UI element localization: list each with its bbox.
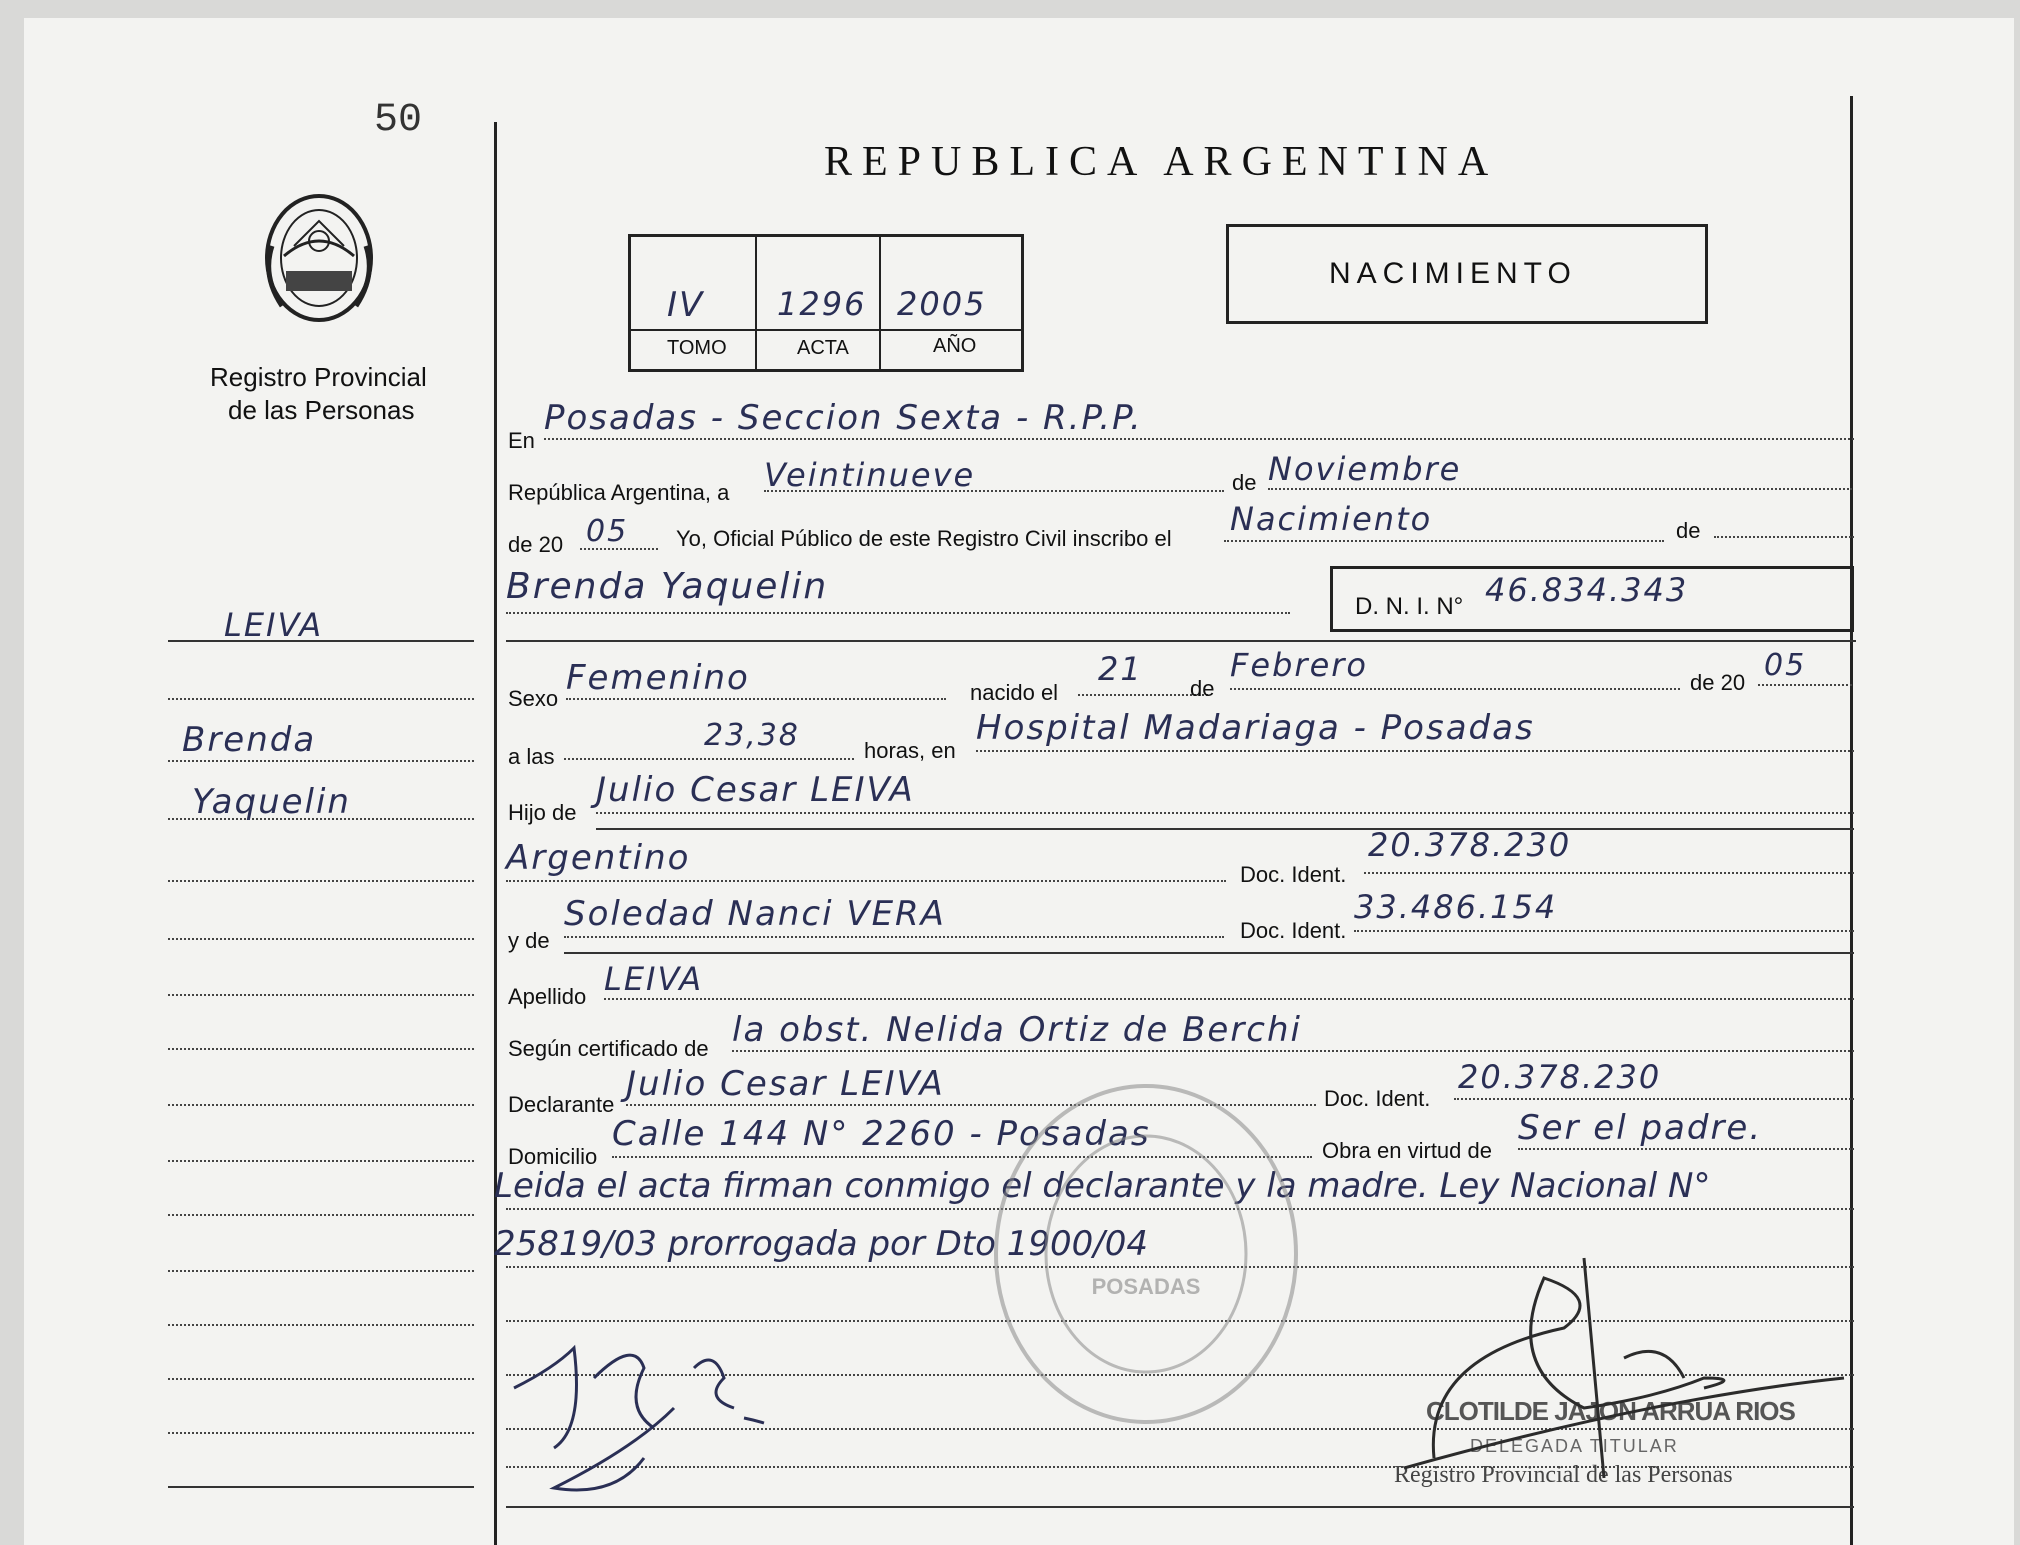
domicilio-label: Domicilio <box>508 1144 598 1169</box>
father-nationality: Argentino <box>506 838 691 878</box>
en-label: En <box>508 428 535 453</box>
acta-label: ACTA <box>797 337 849 359</box>
round-stamp-icon <box>986 1074 1306 1434</box>
obra-value: Ser el padre. <box>1518 1108 1763 1148</box>
de-end-label: de <box>1676 518 1701 543</box>
margin-given2: Yaquelin <box>192 782 351 822</box>
year-short: 05 <box>586 514 629 549</box>
de-label: de <box>1232 470 1257 495</box>
certificate-sheet <box>24 18 2014 1545</box>
dni-box <box>1330 566 1854 632</box>
domicilio-value: Calle 144 N° 2260 - Posadas <box>612 1114 1151 1154</box>
page-number: 50 <box>374 98 423 143</box>
hijo-label: Hijo de <box>508 800 577 825</box>
segun-label: Según certificado de <box>508 1036 709 1061</box>
place-value: Hospital Madariaga - Posadas <box>976 708 1535 748</box>
father-doc: 20.378.230 <box>1368 826 1572 864</box>
document-type: NACIMIENTO <box>1329 257 1577 290</box>
remarks-line2: 25819/03 prorrogada por Dto 1900/04 <box>494 1224 1148 1264</box>
anio-label: AÑO <box>933 335 977 357</box>
mother-doc-label: Doc. Ident. <box>1240 918 1347 943</box>
registry-line1: Registro Provincial <box>210 362 427 392</box>
oficial-label: Yo, Oficial Público de este Registro Civil inscribo el <box>676 526 1172 551</box>
dni-label: D. N. I. N° <box>1355 593 1464 620</box>
nacido-label: nacido el <box>970 680 1059 705</box>
father-value: Julio Cesar LEIVA <box>596 770 915 810</box>
birth-year-short: 05 <box>1764 648 1807 683</box>
sexo-value: Femenino <box>566 658 750 698</box>
registry-line2: de las Personas <box>228 395 415 425</box>
de-label2: de <box>1190 676 1215 701</box>
official-title: DELEGADA TITULAR <box>1470 1436 1679 1456</box>
yde-label: y de <box>508 928 550 953</box>
mother-doc: 33.486.154 <box>1354 888 1558 926</box>
inscribo-value: Nacimiento <box>1230 500 1433 538</box>
birth-month: Febrero <box>1230 646 1368 684</box>
hour-value: 23,38 <box>704 718 800 753</box>
provincial-seal-icon <box>254 186 384 336</box>
apellido-value: LEIVA <box>604 960 704 998</box>
declarante-value: Julio Cesar LEIVA <box>626 1064 945 1104</box>
official-registry: Registro Provincial de las Personas <box>1394 1462 1733 1488</box>
alas-label: a las <box>508 744 555 769</box>
tomo-label: TOMO <box>667 337 727 359</box>
day-words: Veintinueve <box>764 456 976 494</box>
republica-label: República Argentina, a <box>508 480 730 505</box>
record-table <box>628 234 1024 372</box>
de20-label2: de 20 <box>1690 670 1746 695</box>
birth-day: 21 <box>1098 650 1143 688</box>
official-signature <box>1404 1238 1854 1498</box>
margin-surname: LEIVA <box>224 606 324 644</box>
page-title: REPUBLICA ARGENTINA <box>824 139 1499 185</box>
sexo-label: Sexo <box>508 686 559 711</box>
month-value: Noviembre <box>1268 450 1462 488</box>
segun-value: la obst. Nelida Ortiz de Berchi <box>732 1010 1302 1050</box>
declarante-doc-label: Doc. Ident. <box>1324 1086 1431 1111</box>
dni-value: 46.834.343 <box>1485 571 1689 609</box>
declarant-signature <box>494 1308 874 1508</box>
acta-value: 1296 <box>777 285 867 323</box>
apellido-label: Apellido <box>508 984 587 1009</box>
document-type-box <box>1226 224 1708 324</box>
official-name: CLOTILDE JAJON ARRUA RIOS <box>1426 1396 1795 1426</box>
mother-value: Soledad Nanci VERA <box>564 894 946 934</box>
en-value: Posadas - Seccion Sexta - R.P.P. <box>544 398 1143 438</box>
father-doc-label: Doc. Ident. <box>1240 862 1347 887</box>
name-value: Brenda Yaquelin <box>506 566 829 607</box>
horas-label: horas, en <box>864 738 956 763</box>
remarks-line1: Leida el acta firman conmigo el declarante y la madre. Ley Nacional N° <box>494 1166 1711 1206</box>
de20-label: de 20 <box>508 532 564 557</box>
declarante-label: Declarante <box>508 1092 615 1117</box>
svg-text:POSADAS: POSADAS <box>1091 1274 1201 1299</box>
tomo-value: IV <box>667 285 705 325</box>
declarante-doc: 20.378.230 <box>1458 1058 1662 1096</box>
anio-value: 2005 <box>897 285 987 323</box>
margin-given1: Brenda <box>182 720 317 760</box>
obra-label: Obra en virtud de <box>1322 1138 1492 1163</box>
